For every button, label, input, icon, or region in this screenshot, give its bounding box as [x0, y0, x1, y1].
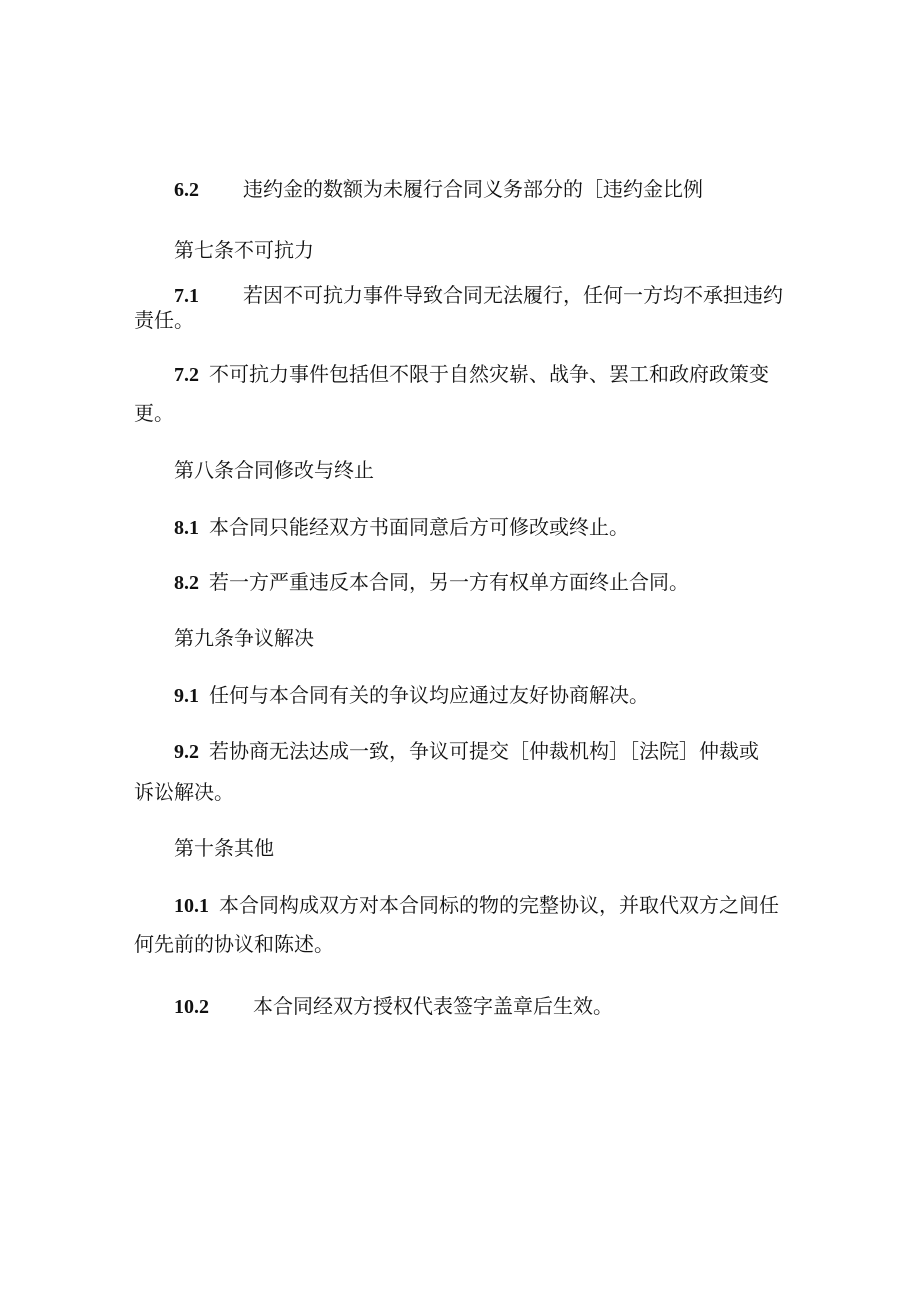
clause-number: 10.1: [174, 895, 209, 917]
article-heading: 第十条其他: [174, 836, 274, 860]
article-heading-8: [174, 455, 374, 485]
article-heading-10: [174, 833, 274, 863]
clause-7-1: [174, 280, 783, 311]
clause-number: 10.2: [174, 996, 209, 1018]
clause-6-2: [174, 174, 703, 205]
article-heading: 第八条合同修改与终止: [174, 458, 374, 482]
clause-text: 若因不可抗力事件导致合同无法履行，任何一方均不承担违约: [243, 283, 783, 307]
clause-text: 违约金的数额为未履行合同义务部分的［违约金比例: [243, 177, 703, 201]
clause-text: 任何与本合同有关的争议均应通过友好协商解决。: [209, 683, 649, 707]
clause-8-1: [174, 512, 629, 543]
clause-text: 本合同构成双方对本合同标的物的完整协议，并取代双方之间任: [219, 893, 779, 917]
clause-9-1: [174, 680, 649, 711]
clause-10-1-continuation: 何先前的协议和陈述。: [134, 932, 334, 956]
clause-8-2: [174, 567, 689, 598]
clause-7-2: [174, 359, 769, 390]
clause-text: 本合同经双方授权代表签字盖章后生效。: [253, 994, 613, 1018]
article-heading-9: [174, 623, 314, 653]
clause-number: 8.2: [174, 572, 199, 594]
clause-number: 7.2: [174, 364, 199, 386]
clause-text: 不可抗力事件包括但不限于自然灾崭、战争、罢工和政府政策变: [209, 362, 769, 386]
clause-text: 若协商无法达成一致，争议可提交［仲裁机构］［法院］仲裁或: [209, 739, 759, 763]
clause-text: 本合同只能经双方书面同意后方可修改或终止。: [209, 515, 629, 539]
clause-number: 9.1: [174, 685, 199, 707]
clause-9-2: [174, 736, 759, 767]
clause-7-2-continuation: 更。: [134, 401, 174, 425]
clause-number: 9.2: [174, 741, 199, 763]
article-heading-7: [174, 235, 314, 265]
article-heading: 第九条争议解决: [174, 626, 314, 650]
clause-7-1-continuation: 责任。: [134, 308, 194, 332]
clause-number: 8.1: [174, 517, 199, 539]
clause-9-2-continuation: 诉讼解决。: [134, 780, 234, 804]
clause-10-2: [174, 991, 613, 1022]
clause-text: 若一方严重违反本合同，另一方有权单方面终止合同。: [209, 570, 689, 594]
clause-number: 7.1: [174, 285, 199, 307]
article-heading: 第七条不可抗力: [174, 238, 314, 262]
clause-10-1: [174, 890, 779, 921]
clause-number: 6.2: [174, 179, 199, 201]
